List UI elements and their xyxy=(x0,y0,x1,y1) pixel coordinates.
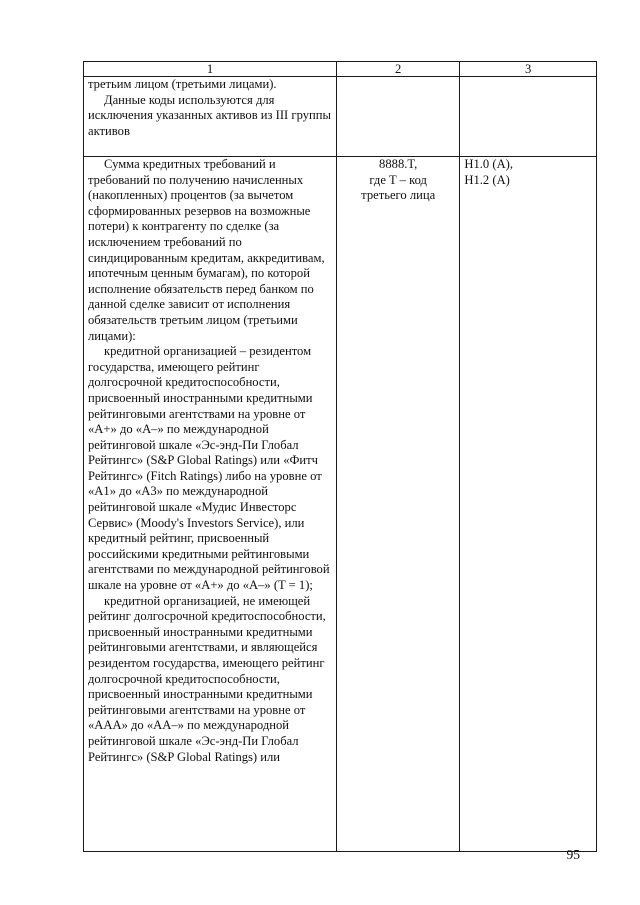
paragraph: Сумма кредитных требований и требований по получению начисленных (накопленных) процентов (за вычетом сформированных резервов на возможные потери) к контрагенту по сделке (за исключением требований по синдицированным кредитам, аккредитивам, ипотечным ценным бумагам), по которой исполнение обязательств перед банком по данной сделке зависит от исполнения обязательств третьим лицом (третьими лицами): xyxy=(88,157,325,343)
code-line: 8888.T, xyxy=(379,157,418,171)
row1-col3 xyxy=(460,77,597,157)
table-header-row xyxy=(84,62,597,77)
table-row xyxy=(84,77,597,157)
norm-line: Н1.2 (А) xyxy=(464,172,510,187)
header-col-2: 2 xyxy=(336,62,459,77)
row1-col2 xyxy=(336,77,459,157)
paragraph: третьим лицом (третьими лицами). xyxy=(88,77,277,91)
code-line: где T – код xyxy=(369,172,427,187)
norm-line: Н1.0 (А), xyxy=(464,157,514,171)
page-number: 95 xyxy=(566,847,580,862)
row2-col3 xyxy=(460,157,597,852)
document-table xyxy=(83,61,597,852)
row2-col1 xyxy=(84,157,337,852)
row2-col2 xyxy=(336,157,459,852)
header-col-1: 1 xyxy=(84,62,337,77)
paragraph: Данные коды используются для исключения указанных активов из III группы активов xyxy=(88,92,331,138)
row1-col1 xyxy=(84,77,337,157)
table-row xyxy=(84,157,597,852)
paragraph: кредитной организацией – резидентом государства, имеющего рейтинг долгосрочной кредитоспособности, присвоенный иностранными кредитными рейтинговыми агентствами на уровне от «A+» до «A–» по международной рейтинговой шкале «Эс-энд-Пи Глобал Рейтингс» (S&P Global Ratings) или «Фитч Рейтингс» (Fitch Ratings) либо на уровне от «A1» до «A3» по международной рейтинговой шкале «Мудис Инвесторс Сервис» (Moody's Investors Service), или кредитный рейтинг, присвоенный российскими кредитными рейтинговыми агентствами по международной рейтинговой шкале на уровне от «A+» до «A–» (T = 1); xyxy=(88,344,330,593)
header-col-3: 3 xyxy=(460,62,597,77)
code-line: третьего лица xyxy=(361,188,436,203)
paragraph: кредитной организацией, не имеющей рейтинг долгосрочной кредитоспособности, присвоенный иностранными кредитными рейтинговыми агентствами, и являющейся резидентом государства, имеющего рейтинг долгосрочной кредитоспособности, присвоенный иностранными кредитными рейтинговыми агентствами на уровне от «AAA» до «AA–» по международной рейтинговой шкале «Эс-энд-Пи Глобал Рейтингс» (S&P Global Ratings) или xyxy=(88,593,326,764)
